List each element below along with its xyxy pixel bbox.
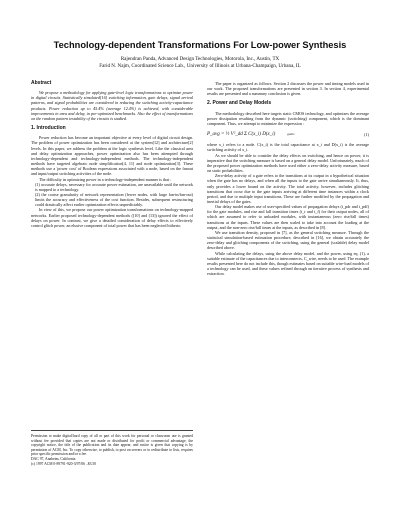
left-column: [31, 81, 193, 276]
paper-title: Technology-dependent Transformations For Low-power Synthesis: [53, 40, 347, 50]
footnote-conference: DAC 97, Anaheim, California: [31, 456, 76, 461]
list-item: (2) the coarse granularity of network representation (fewer nodes, with large fan-in/fan-out) limits the accuracy and effectiveness of the cost function. Besides, subsequent restructuring could drastically affect earlier optimization effects unpredictably.: [35, 191, 193, 208]
body-columns: [31, 81, 369, 276]
abstract-text: We propose a methodology for applying gate-level logic transformations to optimize power in digital circuits. Statistically simulated[16] switching information, gate delays, signal arrival patterns, and signal probabilities are considered in reducing the switching activity-capacitance products. Power reduction up to 45.4% (average 12.4%) is achieved, with considerable improvements in area and delay, in pre-optimized benchmarks. Also the effect of transformations on the random pattern testability of the circuits is studied.: [31, 90, 193, 121]
list-item: (1) accurate delays, necessary for accurate power estimation, are unavailable until the network is mapped to a technology.: [35, 181, 193, 192]
abstract-heading: Abstract: [31, 80, 52, 86]
section-heading: 2. Power and Delay Models: [207, 100, 272, 107]
power-equation: [207, 132, 369, 137]
equation-sum-index: gates: [287, 132, 295, 137]
author-line: Rajendran Panda, Advanced Design Technologies, Motorola, Inc., Austin, TX: [120, 56, 280, 62]
paragraph: We use transition density, proposed in [7], as the general switching measure. Through the statistical simulation-based estimation procedure, described in [16], we obtain accurately the zero-delay and glitching components of the switching, using the general (scalable) delay model described above.: [207, 229, 369, 251]
difficulty-list: [31, 182, 193, 208]
footnote-copyright: (c) 1997 ACM 0-89791-920-3/97/06 ..$3.50: [31, 461, 97, 466]
footnote-text: Permission to make digital/hard copy of all or part of this work for personal or classroom use is granted without fee provided that copies are not made or distributed for profit or commercial advantage, the copyright notice, the title of the publication and its date appear, and notice is given that copying is by permission of ACM, Inc. To copy otherwise, to publish, to post on servers or to redistribute to lists, requires prior specific permission and/or a fee.: [31, 434, 193, 457]
right-column: [207, 81, 369, 276]
paragraph: The methodology described here targets static CMOS technology, and optimizes the average power dissipation resulting from the dynamic (switching) component, which is the dominant component. Thus, we attempt to minimize the expression :: [207, 110, 369, 126]
paragraph: As we should be able to consider the delay effects on switching, and hence on power, it is imperative that the switching measure is based on a general delay model. Unfortunately, much of the proposed power optimization methods have used either a zero-delay activity measure, based on static probabilities.: [207, 152, 369, 174]
equation-number: (1): [364, 132, 369, 138]
paragraph: where x_i refers to a node. C(x_i) is the total capacitance at x_i and D(x_i) is the average switching activity of x_i.: [207, 142, 369, 153]
section-heading: 1. Introduction: [31, 125, 66, 132]
copyright-footnote: [31, 430, 193, 466]
paragraph: The paper is organized as follows. Section 2 discusses the power and timing models used in our work. The proposed transformations are presented in section 3. In section 4, experimental results are presented and a summary conclusion is given.: [207, 81, 369, 97]
equation-body: P_avg = ½ V²_dd Σ C(x_i) D(x_i): [207, 132, 276, 138]
paragraph: Zero-delay activity of a gate refers to the transitions at its output in a hypothetical situation when the gate has no delays, and when all the inputs to the gate arrive simultaneously. It, thus, only provides a lower bound on the activity. The total activity, however, includes glitching transitions that occur due to the gate inputs arriving at different time instances within a clock period, and due to multiple input transitions. These are further modified by the propagation and inertial delays of the gates.: [207, 173, 369, 204]
paragraph: The difficulty in optimizing power in a technology-independent manner is that :: [39, 176, 172, 182]
paragraph: While calculating the delays, using the above delay model, and the power, using eq. (1), a suitable estimate of the capacitances due to interconnects, C_wire, needs to be used. The example results presented here do not include this, though estimates based on suitable wire-load models of a technology can be used, and these values refined through an iterative process of synthesis and extraction.: [207, 250, 369, 277]
paragraph: Our delay model makes use of user-specified values of propagation delays (t_pdr and t_pdf) for the gate modules, and rise and fall transition times (t_r and t_f) for their output nodes, all of which are assumed to refer to unloaded modules, with instantaneous (zero rise/fall times) transitions at the inputs. These values are then scaled to take into account the loading at the output, and the non-zero rise/fall times at the inputs, as described in [8].: [207, 204, 369, 230]
paragraph: In view of this, we propose our power optimization transformations on technology-mapped networks. Earlier proposed technology-dependent methods ([10] and [13]) ignored the effect of delays on power. In contrast, we give a detailed consideration of delay effects to effectively control glitch power, an elusive component of total power that has been neglected hitherto.: [31, 207, 193, 228]
paragraph: Power reduction has become an important objective at every level of digital circuit design. The problem of power optimization has been considered at the system[12] and architecture[2] levels. In this paper, we address the problem at the logic synthesis level. Like the classical area and delay optimization approaches, power optimization also has been attempted through technology-dependent and technology-independent methods. The technology-independent methods have targeted algebraic node simplification[4, 11] and node optimization[3]. These methods use a 'power cost' of Boolean expressions associated with a node, based on the fanout and input/output switching activities of the node.: [31, 135, 193, 177]
author-line: Farid N. Najm, Coordinated Science Lab., University of Illinois at Urbana-Champaign, Urbana, IL: [99, 63, 301, 69]
